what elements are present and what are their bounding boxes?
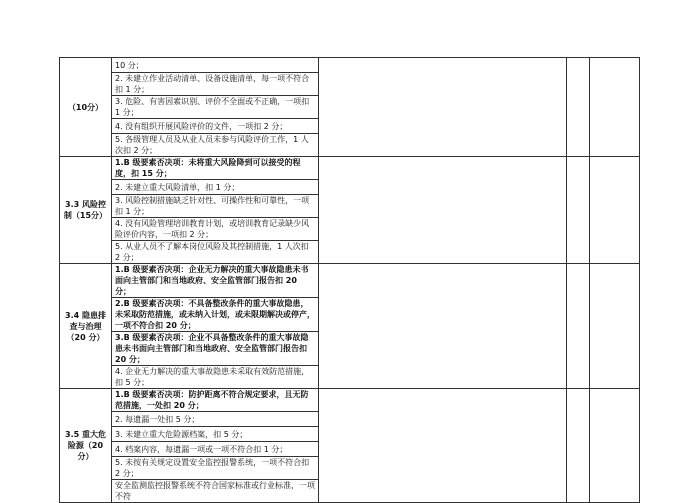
criterion-cell: 2.B 级要素否决项：不具备整改条件的重大事故隐患，未采取防范措施，或未纳入计划，或未限期解决或停产，一项不符合扣 20 分；	[112, 298, 319, 332]
criterion-cell: 1.B 级要素否决项：企业无力解决的重大事故隐患未书面向主管部门和当地政府、安全监管部门报告扣 20 分；	[112, 264, 319, 298]
criterion-cell: 3.B 级要素否决项：企业不具备整改条件的重大事故隐患未书面向主管部门和当地政府、安全监管部门报告扣 20 分；	[112, 332, 319, 366]
blank-cell	[567, 157, 590, 264]
table-row	[60, 157, 640, 180]
criterion-cell: 5. 未按有关规定设置安全监控报警系统，一项不符合扣 2 分；	[112, 457, 319, 480]
criterion-cell: 2. 未建立作业活动清单、设备设施清单，每一项不符合扣 1 分；	[112, 73, 319, 96]
category-cell: 3.4 隐患排查与治理（20 分）	[60, 264, 112, 389]
category-cell: 3.3 风险控制（15分）	[60, 157, 112, 264]
blank-cell	[567, 58, 590, 157]
blank-cell	[590, 264, 640, 389]
blank-cell	[590, 389, 640, 503]
blank-cell	[590, 157, 640, 264]
blank-cell	[319, 264, 567, 389]
criterion-cell: 安全监测监控报警系统不符合国家标准或行业标准，一项不符	[112, 480, 319, 503]
criterion-cell: 3. 危险、有害因素识别、评价不全面或不正确，一项扣 1 分；	[112, 96, 319, 119]
scoring-table	[59, 57, 640, 503]
category-cell: 3.5 重大危险源（20 分）	[60, 389, 112, 503]
blank-cell	[567, 389, 590, 503]
criterion-cell: 4. 档案内容，每遗漏一项或一项不符合扣 1 分；	[112, 442, 319, 457]
criterion-cell: 3. 风险控制措施缺乏针对性、可操作性和可靠性，一项扣 1 分；	[112, 195, 319, 218]
table-row	[60, 264, 640, 298]
criterion-cell: 2. 未建立重大风险清单，扣 1 分；	[112, 180, 319, 195]
blank-cell	[590, 58, 640, 157]
blank-cell	[319, 389, 567, 503]
criterion-cell: 4. 企业无力解决的重大事故隐患未采取有效防范措施，扣 5 分；	[112, 366, 319, 389]
blank-cell	[319, 58, 567, 157]
criterion-cell: 10 分；	[112, 58, 319, 73]
category-cell: （10分）	[60, 58, 112, 157]
criterion-cell: 3. 未建立重大危险源档案，扣 5 分；	[112, 427, 319, 442]
table-row	[60, 58, 640, 73]
criterion-cell: 5. 各级管理人员及从业人员未参与风险评价工作，1 人次扣 2 分；	[112, 134, 319, 157]
table-row	[60, 389, 640, 412]
criterion-cell: 2. 每遗漏一处扣 5 分；	[112, 412, 319, 427]
blank-cell	[567, 264, 590, 389]
blank-cell	[319, 157, 567, 264]
criterion-cell: 1.B 级要素否决项：未将重大风险降到可以接受的程度，扣 15 分；	[112, 157, 319, 180]
criterion-cell: 5. 从业人员不了解本岗位风险及其控制措施，1 人次扣 2 分；	[112, 241, 319, 264]
criterion-cell: 4. 没有组织开展风险评价的文件，一项扣 2 分；	[112, 119, 319, 134]
criterion-cell: 4. 没有风险管理培训教育计划，或培训教育记录缺少风险评价内容，一项扣 2 分；	[112, 218, 319, 241]
criterion-cell: 1.B 级要素否决项：防护距离不符合规定要求，且无防范措施，一处扣 20 分；	[112, 389, 319, 412]
